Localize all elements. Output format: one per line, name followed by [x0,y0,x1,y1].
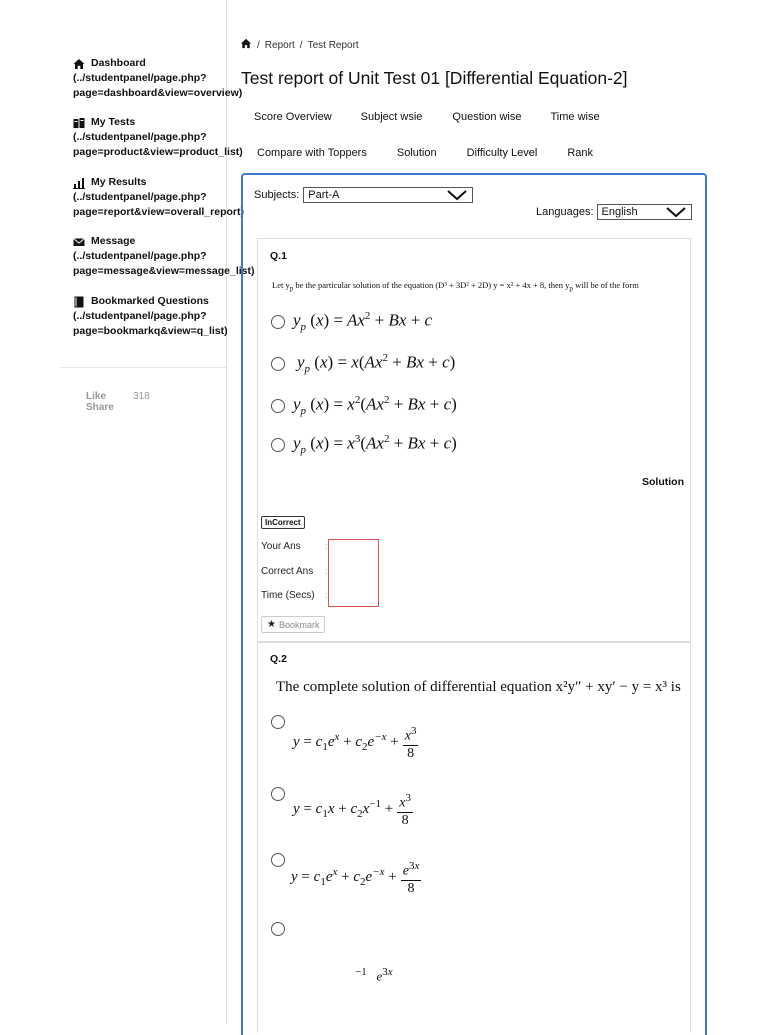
radio-button[interactable] [271,853,285,867]
breadcrumb-current: Test Report [307,39,359,51]
star-icon: ★ [267,619,276,630]
option-formula: $y = c_1e^x + c_2e^{-x}$ + $\frac{e^{3x}}{8}$ [291,860,420,896]
like-count: 318 [133,391,150,402]
breadcrumb-separator: / [257,39,260,51]
option-formula: $y = c_1x + c_2x^{-1}$ + $\frac{x^3}{8}$ [293,792,411,828]
tab-time-wise[interactable]: Time wise [550,111,600,123]
option-formula: $y_p$ $(x) = x(Ax^2 + Bx + c)$ [297,352,456,376]
tab-solution[interactable]: Solution [396,147,437,159]
subjects-select[interactable] [303,187,473,203]
report-tabs-row-1 [254,111,600,123]
bookmark-button[interactable] [261,616,325,633]
report-tabs-row-2 [257,147,593,159]
bookmark-label: Bookmark [278,619,320,630]
sidebar-item-link: (../studentpanel/page.php? page=product&view=product_list) [73,131,243,158]
breadcrumb-separator: / [299,39,303,51]
social-bar [86,391,226,413]
sidebar-item-label: Dashboard [91,57,146,69]
option-formula: $y_p$ $(x) = x^2(Ax^2 + Bx + c)$ [293,394,457,418]
breadcrumb-report[interactable]: Report [264,39,295,51]
sidebar-divider [60,367,226,368]
radio-button[interactable] [271,315,285,329]
like-button[interactable] [86,391,150,402]
option-3[interactable] [271,853,285,867]
sidebar-item-link: (../studentpanel/page.php? page=message&view=message_list) [73,250,255,277]
time-label: Time (Secs) [261,590,315,601]
status-badge: InCorrect [261,516,305,529]
option-formula: $y_p$ $(x) = Ax^2 + Bx + c$ [293,310,433,334]
question-text-sub: p [569,284,573,293]
like-label: Like [86,391,107,402]
solution-link[interactable]: Solution [642,476,684,488]
question-card-2 [257,642,691,1033]
option-2[interactable] [271,787,285,801]
colon: : [325,590,328,600]
languages-filter [536,204,692,220]
tab-compare-with-toppers[interactable]: Compare with Toppers [257,147,367,159]
tab-rank[interactable]: Rank [567,147,594,159]
radio-button[interactable] [271,715,285,729]
tab-question-wise[interactable]: Question wise [452,111,522,123]
languages-select[interactable] [597,204,692,220]
radio-button[interactable] [271,438,285,452]
option-4[interactable] [271,922,285,936]
tab-subject-wise[interactable]: Subject wsie [360,111,423,123]
sidebar-item-bookmarked-questions[interactable] [73,294,233,339]
sidebar-item-link: (../studentpanel/page.php? page=report&view=overall_report) [73,191,244,218]
page-title: Test report of Unit Test 01 [Differential Equation-2] [241,68,628,88]
sidebar-item-dashboard[interactable] [73,56,248,101]
tests-icon [73,117,85,129]
radio-button[interactable] [271,787,285,801]
tab-score-overview[interactable]: Score Overview [254,111,332,123]
colon: : [325,541,328,551]
sidebar [0,0,255,1024]
languages-label: Languages: [536,206,594,218]
radio-button[interactable] [271,357,285,371]
subjects-select-value: Part-A [308,189,340,201]
sidebar-item-label: Bookmarked Questions [91,295,209,307]
option-formula: $y = c_1e^x + c_2e^{-x}$ + $\frac{x^3}{8}$ [293,725,417,761]
sidebar-item-my-results[interactable] [73,175,253,220]
sidebar-item-message[interactable] [73,234,253,279]
question-text-sub: p [289,284,294,293]
radio-button[interactable] [271,399,285,413]
option-2[interactable] [271,352,455,375]
tab-difficulty-level[interactable]: Difficulty Level [466,147,538,159]
question-text [272,280,639,293]
chevron-down-icon [446,189,468,201]
results-icon [73,177,85,189]
sidebar-item-label: My Results [91,176,147,188]
answer-values-box [328,539,379,607]
share-button[interactable]: Share [86,402,114,413]
question-number: Q.2 [270,653,287,665]
radio-button[interactable] [271,922,285,936]
breadcrumb [240,38,359,52]
chevron-down-icon [665,206,687,218]
question-text-part: be the particular solution of the equation (D³ + 3D² + 2D) y = x² + 4x + 8, then y [293,280,570,290]
question-text: The complete solution of differential equation x²y″ + xy′ − y = x³ is [276,679,681,695]
question-text-part: will be of the form [572,280,639,290]
sidebar-item-my-tests[interactable] [73,115,253,160]
option-1[interactable] [271,310,432,333]
bookmark-icon [73,296,85,308]
option-3[interactable] [271,394,457,417]
option-4[interactable] [271,433,457,456]
sidebar-item-link: (../studentpanel/page.php? page=dashboard&view=overview) [73,72,243,99]
languages-select-value: English [601,206,638,218]
subjects-filter [254,187,473,203]
home-icon[interactable] [240,38,252,52]
sidebar-item-label: Message [91,235,136,247]
option-formula: $y_p$ $(x) = x^3(Ax^2 + Bx + c)$ [293,433,457,457]
subjects-label: Subjects: [254,189,300,201]
question-number: Q.1 [270,250,287,262]
option-formula-partial: $^{-1}$ $e^{3x}$ [355,966,393,984]
correct-ans-label: Correct Ans [261,566,314,577]
question-text-part: Let y [272,280,290,290]
option-1[interactable] [271,715,285,729]
colon: : [325,566,328,576]
home-icon [73,58,85,70]
your-ans-label: Your Ans [261,541,301,552]
sidebar-item-label: My Tests [91,116,136,128]
envelope-icon [73,236,85,248]
sidebar-item-link: (../studentpanel/page.php? page=bookmarkq&view=q_list) [73,310,228,337]
